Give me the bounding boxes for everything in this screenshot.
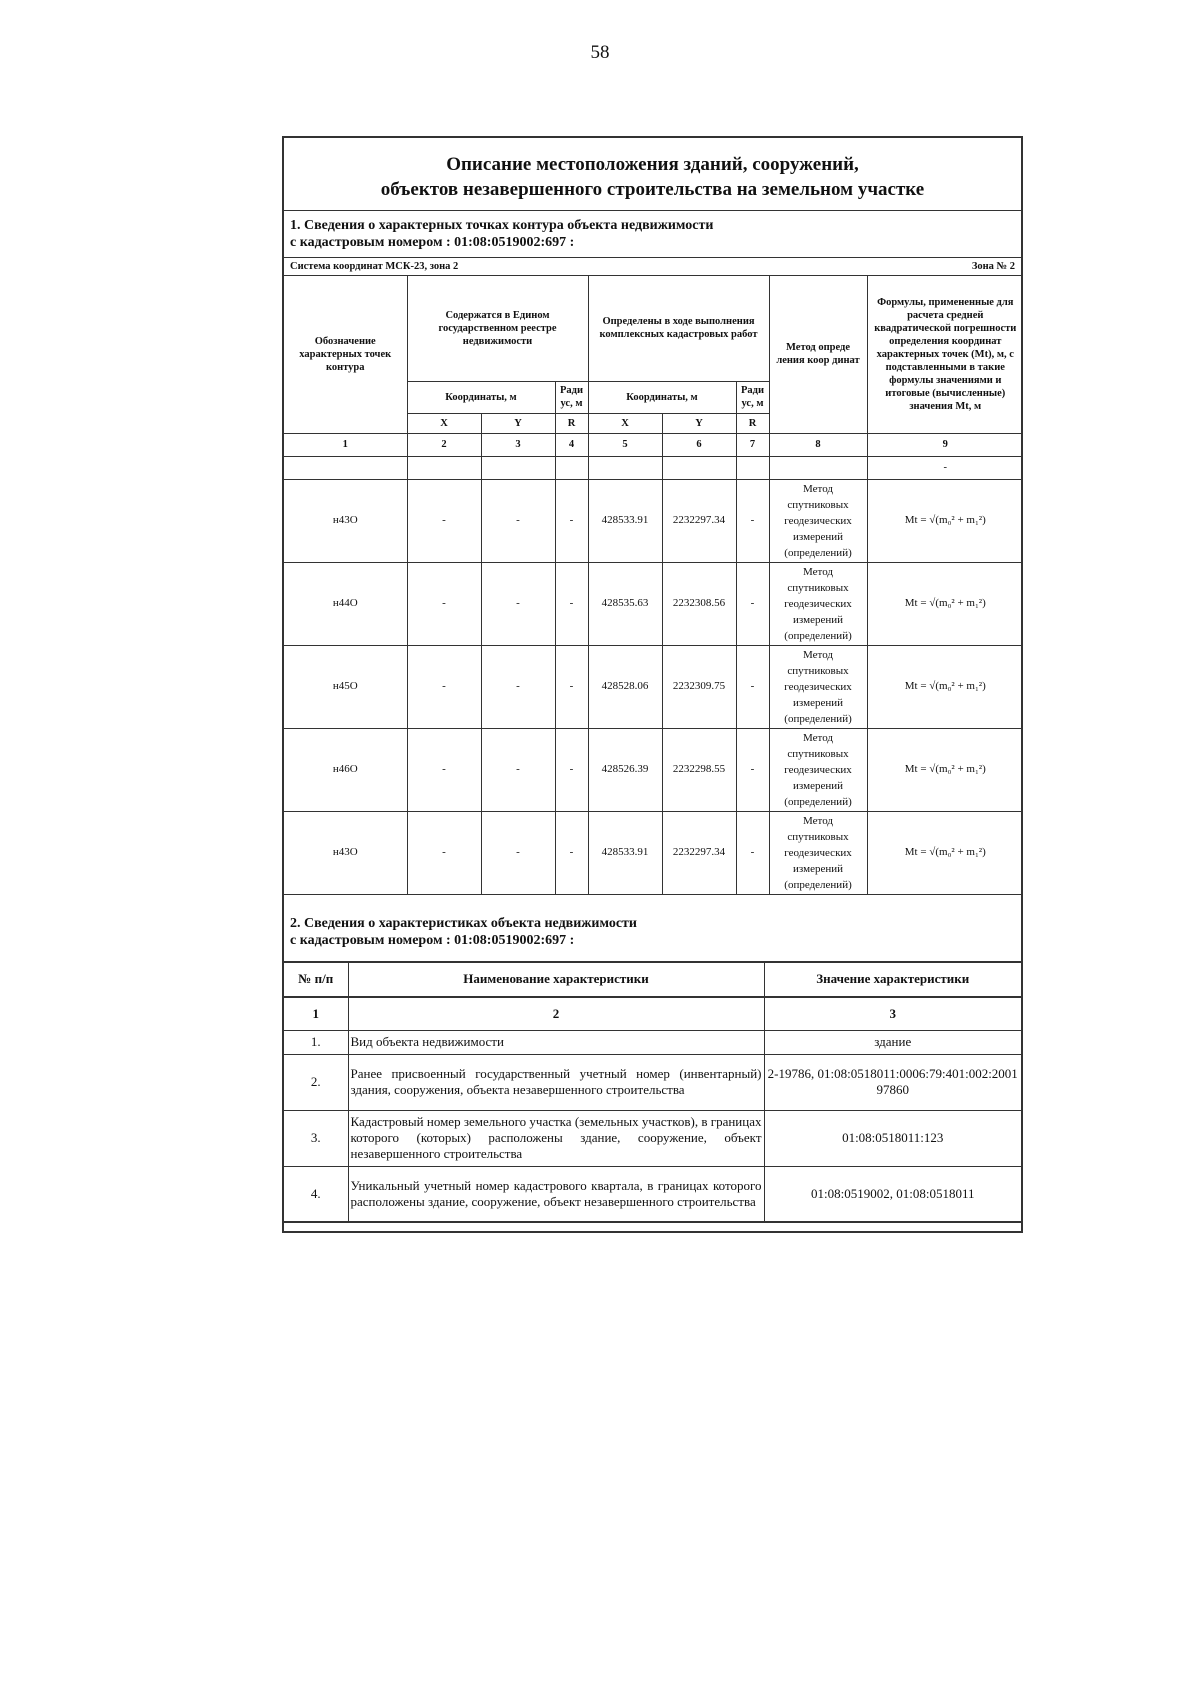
col-number: 6 xyxy=(662,433,736,456)
section-1-heading xyxy=(284,211,1021,258)
formula: Mt = √(m₀² + m₁²) xyxy=(867,728,1023,811)
formula: Mt = √(m₀² + m₁²) xyxy=(867,645,1023,728)
r-egrn: - xyxy=(555,728,588,811)
x-kkr: 428533.91 xyxy=(588,811,662,894)
header-egrn: Содержатся в Едином государственном реестре недвижимости xyxy=(407,276,588,381)
method: Метод спутниковых геодезических измерений (определений) xyxy=(769,562,867,645)
point-name: н46О xyxy=(284,728,407,811)
header-r-kkr: R xyxy=(736,413,769,433)
r-egrn: - xyxy=(555,811,588,894)
method: Метод спутниковых геодезических измерений (определений) xyxy=(769,811,867,894)
column-number-row xyxy=(284,433,1023,456)
formula: Mt = √(m₀² + m₁²) xyxy=(867,562,1023,645)
y-egrn: - xyxy=(481,728,555,811)
method: Метод спутниковых геодезических измерений (определений) xyxy=(769,645,867,728)
formula: Mt = √(m₀² + m₁²) xyxy=(867,479,1023,562)
method: Метод спутниковых геодезических измерений (определений) xyxy=(769,479,867,562)
method: Метод спутниковых геодезических измерений (определений) xyxy=(769,728,867,811)
coordinate-system-line xyxy=(284,258,1021,276)
col-number: 3 xyxy=(764,997,1021,1031)
header-radius-egrn: Ради ус, м xyxy=(555,381,588,413)
characteristic-name: Вид объекта недвижимости xyxy=(348,1030,764,1054)
section-2-line-2: с кадастровым номером : 01:08:0519002:697 : xyxy=(290,932,575,948)
section-1-line-2: с кадастровым номером : 01:08:0519002:697 : xyxy=(290,235,575,250)
r-kkr: - xyxy=(736,479,769,562)
header-y-egrn: Y xyxy=(481,413,555,433)
x-egrn: - xyxy=(407,811,481,894)
x-kkr: 428526.39 xyxy=(588,728,662,811)
x-kkr: 428528.06 xyxy=(588,645,662,728)
x-kkr: 428533.91 xyxy=(588,479,662,562)
point-name: н45О xyxy=(284,645,407,728)
characteristic-name: Уникальный учетный номер кадастрового квартала, в границах которого расположены здание, сооружение, объект незавершенного строительства xyxy=(348,1166,764,1222)
table-row xyxy=(284,811,1023,894)
x-egrn: - xyxy=(407,645,481,728)
r-kkr: - xyxy=(736,811,769,894)
characteristic-value: 2-19786, 01:08:0518011:0006:79:401:002:200197860 xyxy=(764,1054,1021,1110)
point-name: н44О xyxy=(284,562,407,645)
x-kkr: 428535.63 xyxy=(588,562,662,645)
header-method: Метод опреде ления коор динат xyxy=(769,276,867,433)
header-formula: Формулы, примененные для расчета средней квадратической погрешности определения координат характерных точек (Mt), м, с подставленными в такие формулы значениями и итоговые (вычисленные) значения Mt, м xyxy=(867,276,1023,433)
row-number: 1. xyxy=(284,1030,348,1054)
r-egrn: - xyxy=(555,562,588,645)
characteristics-table xyxy=(284,961,1021,1224)
header-characteristic-value: Значение характеристики xyxy=(764,962,1021,997)
r-egrn: - xyxy=(555,479,588,562)
y-kkr: 2232309.75 xyxy=(662,645,736,728)
characteristic-value: здание xyxy=(764,1030,1021,1054)
table-row xyxy=(284,479,1023,562)
col-number: 2 xyxy=(348,997,764,1031)
col-number: 2 xyxy=(407,433,481,456)
header-kkr: Определены в ходе выполнения комплексных кадастровых работ xyxy=(588,276,769,381)
x-egrn: - xyxy=(407,562,481,645)
characteristic-value: 01:08:0518011:123 xyxy=(764,1110,1021,1166)
section-1-line-1: 1. Сведения о характерных точках контура объекта недвижимости xyxy=(290,218,714,233)
col-number: 5 xyxy=(588,433,662,456)
header-y-kkr: Y xyxy=(662,413,736,433)
y-kkr: 2232308.56 xyxy=(662,562,736,645)
row-number: 2. xyxy=(284,1054,348,1110)
header-characteristic-name: Наименование характеристики xyxy=(348,962,764,997)
header-r-egrn: R xyxy=(555,413,588,433)
document-frame xyxy=(282,136,1023,1233)
header-number: № п/п xyxy=(284,962,348,997)
table-row xyxy=(284,1030,1021,1054)
col-number: 1 xyxy=(284,997,348,1031)
section-2-line-1: 2. Сведения о характеристиках объекта недвижимости xyxy=(290,915,637,931)
table-row xyxy=(284,645,1023,728)
row-number: 4. xyxy=(284,1166,348,1222)
column-number-row xyxy=(284,997,1021,1031)
formula: Mt = √(m₀² + m₁²) xyxy=(867,811,1023,894)
header-coords-egrn: Координаты, м xyxy=(407,381,555,413)
header-designation: Обозначение характерных точек контура xyxy=(284,276,407,433)
blank-row xyxy=(284,456,1023,479)
point-name: н43О xyxy=(284,479,407,562)
col-number: 7 xyxy=(736,433,769,456)
section-2-heading xyxy=(284,895,1021,961)
header-x-egrn: X xyxy=(407,413,481,433)
y-egrn: - xyxy=(481,645,555,728)
y-egrn: - xyxy=(481,811,555,894)
col-number: 3 xyxy=(481,433,555,456)
y-egrn: - xyxy=(481,562,555,645)
title-line-1: Описание местоположения зданий, сооружений, xyxy=(446,154,859,175)
zone-label: Зона № 2 xyxy=(971,261,1015,272)
point-name: н43О xyxy=(284,811,407,894)
table-row xyxy=(284,1166,1021,1222)
y-egrn: - xyxy=(481,479,555,562)
blank-row-dash: - xyxy=(867,456,1023,479)
characteristic-value: 01:08:0519002, 01:08:0518011 xyxy=(764,1166,1021,1222)
y-kkr: 2232298.55 xyxy=(662,728,736,811)
header-coords-kkr: Координаты, м xyxy=(588,381,736,413)
characteristic-name: Кадастровый номер земельного участка (земельных участков), в границах которого (которых) расположены здание, сооружение, объект незавершенного строительства xyxy=(348,1110,764,1166)
coordinate-system: Система координат МСК-23, зона 2 xyxy=(290,261,459,272)
table-row xyxy=(284,562,1023,645)
r-kkr: - xyxy=(736,728,769,811)
r-egrn: - xyxy=(555,645,588,728)
document-title xyxy=(284,138,1021,211)
y-kkr: 2232297.34 xyxy=(662,479,736,562)
header-radius-kkr: Ради ус, м xyxy=(736,381,769,413)
page-number: 58 xyxy=(590,42,610,63)
table-row xyxy=(284,728,1023,811)
characteristic-name: Ранее присвоенный государственный учетный номер (инвентарный) здания, сооружения, объекта незавершенного строительства xyxy=(348,1054,764,1110)
y-kkr: 2232297.34 xyxy=(662,811,736,894)
table-row xyxy=(284,1054,1021,1110)
col-number: 8 xyxy=(769,433,867,456)
col-number: 4 xyxy=(555,433,588,456)
header-x-kkr: X xyxy=(588,413,662,433)
x-egrn: - xyxy=(407,728,481,811)
r-kkr: - xyxy=(736,562,769,645)
contour-points-table xyxy=(284,276,1023,895)
x-egrn: - xyxy=(407,479,481,562)
table-row xyxy=(284,1110,1021,1166)
col-number: 9 xyxy=(867,433,1023,456)
title-line-2: объектов незавершенного строительства на земельном участке xyxy=(380,179,925,200)
row-number: 3. xyxy=(284,1110,348,1166)
r-kkr: - xyxy=(736,645,769,728)
col-number: 1 xyxy=(284,433,407,456)
